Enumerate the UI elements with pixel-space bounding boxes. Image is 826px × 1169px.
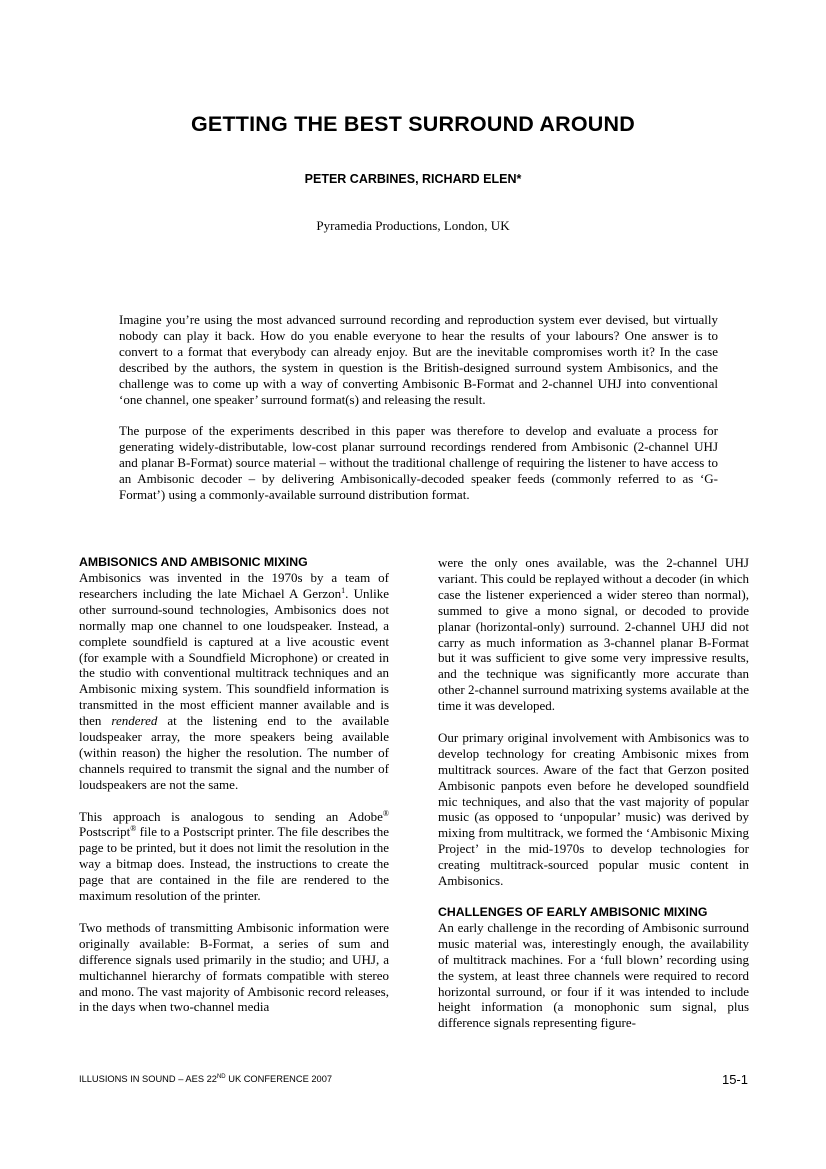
section-heading-challenges: CHALLENGES OF EARLY AMBISONIC MIXING — [438, 904, 708, 919]
section-heading-ambisonics: AMBISONICS AND AMBISONIC MIXING — [79, 555, 308, 569]
footnote-ref: 1 — [341, 585, 346, 595]
flowing-paragraph-part: were the only ones available, was the 2-channel UHJ variant. This could be replayed without a decoder (in which case the listener experienced a wider stereo than normal), summed to give a mono signal, or decoded to provide planar (horizontal-only) surround. 2-channel UHJ did not carry as much information as 3-channel planar B-Format but it was sufficient to give some very impressive results, and the technique was significantly more accurate than other 2-channel surround matrixing systems available at the time it was developed. — [438, 555, 749, 714]
page-number: 15-1 — [721, 1072, 748, 1087]
body-paragraph: An early challenge in the recording of Ambisonic surround music material was, interestingly enough, the availability of multitrack machines. For a ‘full blown’ recording using the system, at least three channels were required to record horizontal surround, or four if it was intended to include height information (a monophonic sum signal, plus difference signals representing figure- — [438, 919, 749, 1031]
body-paragraph: This approach is analogous to sending an Adobe® Postscript® file to a Postscript printer. The file describes the page to be printed, but it does not limit the resolution in the way a bitmap does. Instead, the instructions to create the page that are contained in the file are rendered to the maximum resolution of the printer. — [79, 808, 389, 904]
paper-title: GETTING THE BEST SURROUND AROUND — [191, 112, 635, 136]
left-column — [79, 555, 389, 1015]
body-paragraph: Ambisonics was invented in the 1970s by a team of researchers including the late Michael A Gerzon$^1$. Unlike other surround-sound technologies, Ambisonics does not normally map one channel to one loudspeaker. Instead, a complete soundfield is captured at a live acoustic event (for example with a Soundfield Microphone) or created in the studio with conventional multitrack techniques and an Ambisonic mixing system. This soundfield information is transmitted in the most efficient manner available and is then rendered at the listening end to the available loudspeaker array, the more speakers being available (within reason) the higher the resolution. The number of channels required to transmit the signal and the number of loudspeakers are not the same. — [79, 570, 389, 792]
flowing-paragraph-part: Two methods of transmitting Ambisonic information were originally available: B-Format, a series of sum and difference signals used primarily in the studio; and UHJ, a multichannel hierarchy of formats compatible with stereo and mono. The vast majority of Ambisonic record releases, in the days when two-channel media — [79, 919, 389, 1015]
paper-affiliation: Pyramedia Productions, London, UK — [316, 218, 510, 233]
emphasis: rendered — [111, 713, 158, 729]
body-paragraph-continues — [79, 920, 389, 1015]
footer-conference: ILLUSIONS IN SOUND – AES 22ND UK CONFERENCE 2007 — [79, 1074, 333, 1084]
abstract — [119, 312, 718, 519]
registered-mark: ® — [382, 808, 389, 818]
registered-mark: ® — [130, 824, 137, 834]
abstract-paragraph-2: The purpose of the experiments described in this paper was therefore to develop and evaluate a process for generating widely-distributable, low-cost planar surround recordings rendered from Ambisonic (2-channel UHJ and planar B-Format) source material – without the traditional challenge of requiring the listener to have access to an Ambisonic decoder – by delivering Ambisonically-decoded speaker feeds (commonly referred to as ‘G-Format’) using a commonly-available surround distribution format. — [119, 423, 718, 503]
body-paragraph-continued — [438, 555, 749, 714]
body-paragraph: Our primary original involvement with Ambisonics was to develop technology for creating Ambisonic mixes from multitrack sources. Aware of the fact that Gerzon posited Ambisonic panpots even before he developed soundfield mic techniques, and also that the vast majority of popular music (as opposed to ‘unpopular’ music) was derived by mixing from multitrack, we formed the ‘Ambisonic Mixing Project’ in the mid-1970s to develop technologies for creating multitrack-sourced popular music content in Ambisonics. — [438, 729, 749, 889]
paper-authors: PETER CARBINES, RICHARD ELEN* — [304, 172, 522, 186]
abstract-paragraph-1: Imagine you’re using the most advanced surround recording and reproduction system ever devised, but virtually nobody can play it back. How do you enable everyone to hear the results of your labours? One answer is to convert to a format that everybody can already enjoy. But are the inevitable compromises worth it? In the case described by the authors, the system in question is the British-designed surround system Ambisonics, and the challenge was to come up with a way of converting Ambisonic B-Format and 2-channel UHJ into conventional ‘one channel, one speaker’ surround format(s) and releasing the result. — [119, 312, 718, 407]
right-column — [438, 555, 749, 1047]
